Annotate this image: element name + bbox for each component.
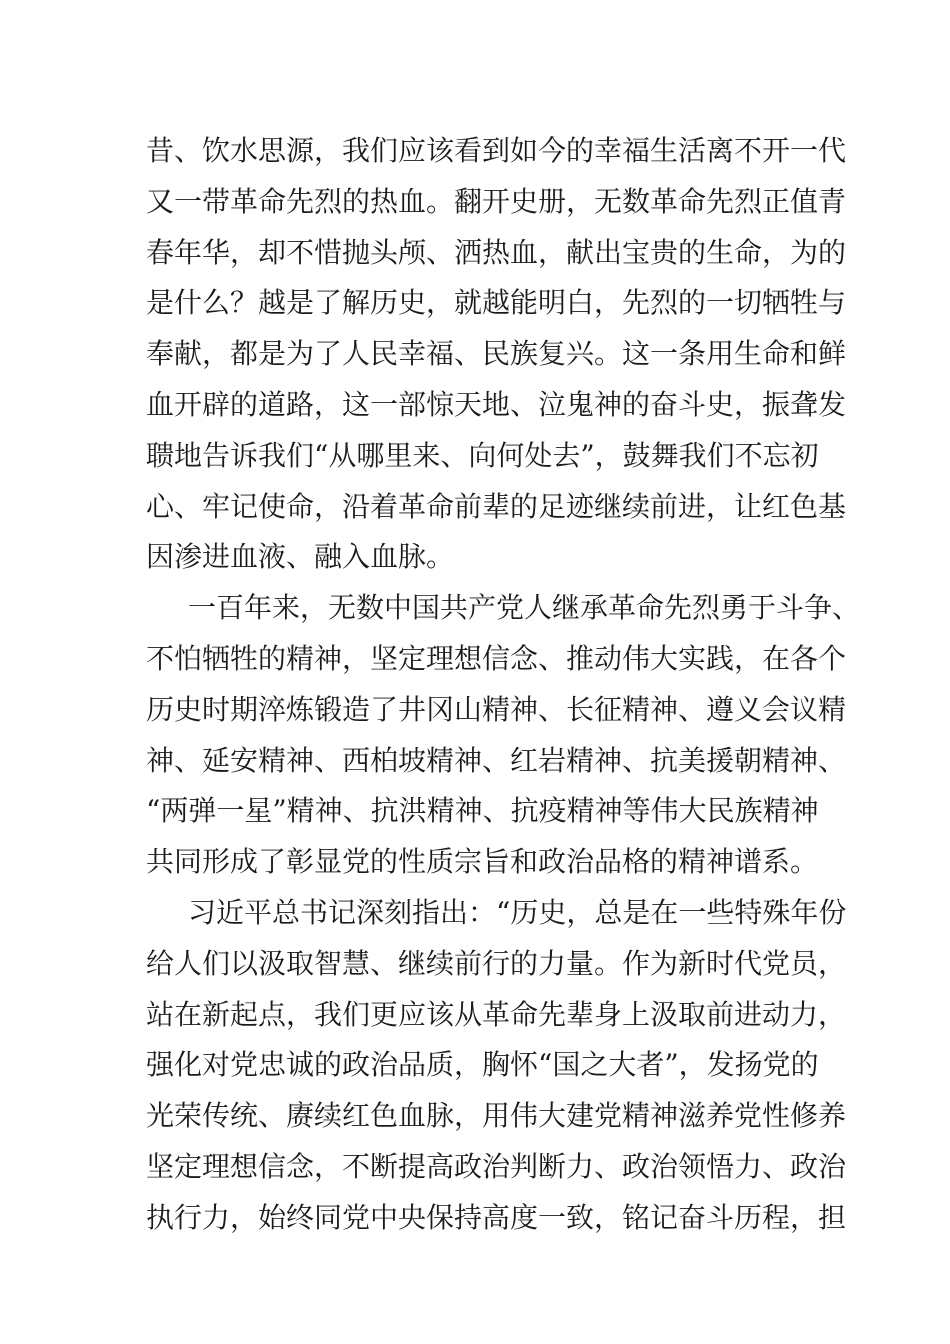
paragraph-line: 历史时期淬炼锻造了井冈山精神、长征精神、遵义会议精	[146, 692, 847, 726]
paragraph-1	[146, 126, 847, 583]
document-body	[146, 126, 861, 1244]
paragraph-line: 春年华，却不惜抛头颅、洒热血，献出宝贵的生命，为的	[146, 235, 847, 269]
paragraph-line: 习近平总书记深刻指出：“历史，总是在一些特殊年份	[188, 895, 847, 929]
paragraph-line: 共同形成了彰显党的性质宗旨和政治品格的精神谱系。	[146, 845, 819, 879]
paragraph-line: 血开辟的道路，这一部惊天地、泣鬼神的奋斗史，振聋发	[146, 387, 847, 421]
paragraph-line: 强化对党忠诚的政治品质，胸怀“国之大者”，发扬党的	[146, 1048, 819, 1082]
paragraph-line: 光荣传统、赓续红色血脉，用伟大建党精神滋养党性修养	[146, 1099, 847, 1133]
paragraph-line: 昔、饮水思源，我们应该看到如今的幸福生活离不开一代	[146, 134, 847, 167]
paragraph-line: 奉献，都是为了人民幸福、民族复兴。这一条用生命和鲜	[146, 337, 847, 371]
paragraph-line: 不怕牺牲的精神，坚定理想信念、推动伟大实践，在各个	[146, 641, 847, 675]
paragraph-line: 坚定理想信念，不断提高政治判断力、政治领悟力、政治	[146, 1149, 847, 1183]
paragraph-line: 一百年来，无数中国共产党人继承革命先烈勇于斗争、	[188, 591, 861, 625]
paragraph-2	[146, 583, 861, 888]
paragraph-line: 给人们以汲取智慧、继续前行的力量。作为新时代党员，	[146, 946, 847, 980]
paragraph-line: 神、延安精神、西柏坡精神、红岩精神、抗美援朝精神、	[146, 743, 847, 777]
paragraph-line: 是什么？越是了解历史，就越能明白，先烈的一切牺牲与	[146, 286, 847, 320]
paragraph-line: 聩地告诉我们“从哪里来、向何处去”，鼓舞我们不忘初	[146, 438, 819, 472]
paragraph-line: 心、牢记使命，沿着革命前辈的足迹继续前进，让红色基	[146, 489, 847, 523]
paragraph-3	[146, 888, 847, 1244]
paragraph-line: “两弹一星”精神、抗洪精神、抗疫精神等伟大民族精神	[146, 794, 819, 828]
paragraph-line: 执行力，始终同党中央保持高度一致，铭记奋斗历程，担	[146, 1200, 847, 1234]
paragraph-line: 又一带革命先烈的热血。翻开史册，无数革命先烈正值青	[146, 184, 847, 218]
paragraph-line: 站在新起点，我们更应该从革命先辈身上汲取前进动力，	[146, 997, 847, 1031]
paragraph-line: 因渗进血液、融入血脉。	[146, 540, 455, 574]
